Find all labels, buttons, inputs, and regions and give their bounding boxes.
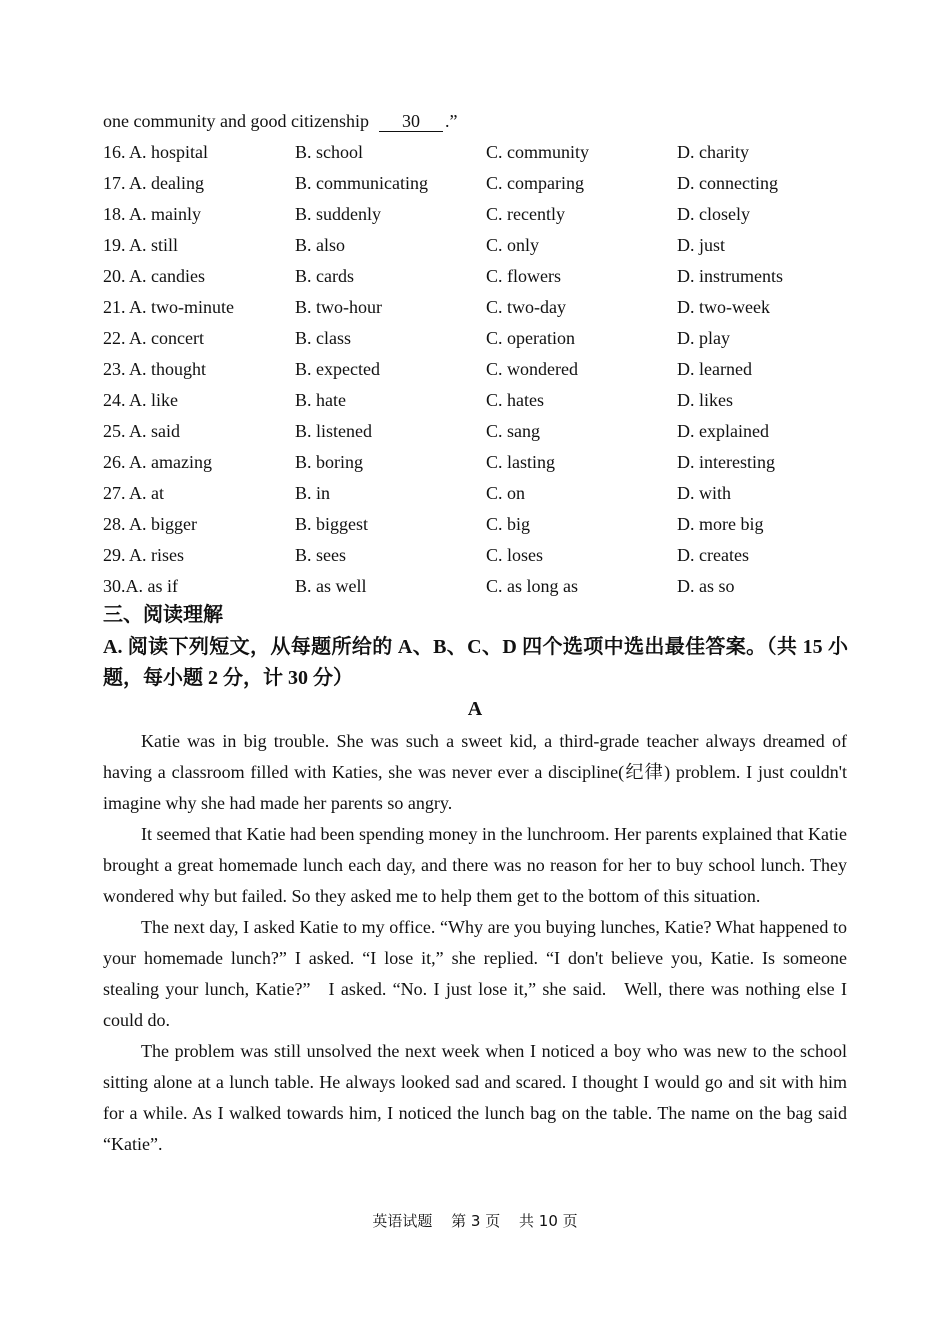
option-d: D. interesting: [677, 452, 775, 472]
option-a-text: A. candies: [129, 266, 205, 286]
option-d: D. explained: [677, 421, 769, 441]
question-number: 30.: [103, 576, 126, 596]
option-c: C. recently: [486, 204, 565, 224]
option-c: C. lasting: [486, 452, 556, 472]
question-row: [103, 385, 863, 416]
option-c: C. two-day: [486, 297, 566, 317]
option-b: B. in: [295, 483, 331, 503]
option-c: C. comparing: [486, 173, 584, 193]
option-a-text: A. amazing: [129, 452, 212, 472]
question-row: [103, 199, 863, 230]
option-c: C. hates: [486, 390, 544, 410]
option-a-text: A. concert: [129, 328, 204, 348]
option-c: C. only: [486, 235, 540, 255]
question-row: [103, 571, 863, 602]
question-number: 20.: [103, 266, 126, 286]
option-c: C. on: [486, 483, 526, 503]
option-c: C. operation: [486, 328, 575, 348]
option-table: [103, 137, 863, 602]
option-d: D. learned: [677, 359, 752, 379]
question-number: 25.: [103, 421, 126, 441]
option-b: B. two-hour: [295, 297, 382, 317]
question-row: [103, 323, 863, 354]
question-number: 29.: [103, 545, 126, 565]
option-d: D. likes: [677, 390, 733, 410]
option-c: C. flowers: [486, 266, 561, 286]
option-d: D. as so: [677, 576, 735, 596]
option-d: D. just: [677, 235, 726, 255]
option-d: D. with: [677, 483, 731, 503]
option-b: B. hate: [295, 390, 346, 410]
question-row: [103, 261, 863, 292]
passage-paragraph: It seemed that Katie had been spending money in the lunchroom. Her parents explained that Katie brought a great homemade lunch each day, and there was no reason for her to buy school lunch. They wondered why but failed. So they asked me to help them get to the bottom of this situation.: [103, 824, 847, 906]
footer-subject: 英语试题: [372, 1212, 433, 1230]
option-b: B. class: [295, 328, 351, 348]
option-b: B. boring: [295, 452, 364, 472]
option-a: [103, 478, 164, 509]
option-c: C. as long as: [486, 576, 578, 596]
footer-total: 共 10 页: [519, 1212, 578, 1230]
option-c: C. big: [486, 514, 531, 534]
option-a-text: A. hospital: [129, 142, 209, 162]
option-a-text: A. mainly: [129, 204, 202, 224]
option-b: B. listened: [295, 421, 372, 441]
question-row: [103, 137, 863, 168]
option-b: B. biggest: [295, 514, 369, 534]
question-row: [103, 168, 863, 199]
option-a-text: A. as if: [125, 576, 178, 596]
passage-paragraph: The problem was still unsolved the next week when I noticed a boy who was new to the school sitting alone at a lunch table. He always looked sad and scared. I thought I would go and sit with him for a while. As I walked towards him, I noticed the lunch bag on the table. The name on the bag said “Katie”.: [103, 1041, 847, 1154]
question-number: 28.: [103, 514, 126, 534]
question-row: [103, 509, 863, 540]
option-a-text: A. thought: [129, 359, 207, 379]
option-c: C. community: [486, 142, 589, 162]
option-d: D. charity: [677, 142, 749, 162]
option-d: D. play: [677, 328, 730, 348]
passage-label: A: [467, 698, 483, 720]
question-row: [103, 540, 863, 571]
option-a: [103, 292, 234, 323]
option-a: [103, 199, 201, 230]
option-a-text: A. said: [129, 421, 181, 441]
question-row: [103, 447, 863, 478]
option-c: C. loses: [486, 545, 544, 565]
page-footer: [0, 1207, 950, 1235]
cloze-text: one community and good citizenship: [103, 111, 369, 131]
question-row: [103, 478, 863, 509]
question-number: 19.: [103, 235, 126, 255]
section-instruction: A. 阅读下列短文，从每题所给的 A、B、C、D 四个选项中选出最佳答案。（共 15 小题，每小题 2 分，计 30 分）: [103, 636, 848, 689]
option-c: C. wondered: [486, 359, 578, 379]
option-a: [103, 509, 197, 540]
question-row: [103, 230, 863, 261]
option-a-text: A. bigger: [129, 514, 197, 534]
option-a-text: A. at: [129, 483, 165, 503]
option-a: [103, 230, 178, 261]
option-a: [103, 323, 204, 354]
cloze-last-line: [103, 106, 457, 137]
question-row: [103, 354, 863, 385]
question-number: 23.: [103, 359, 126, 379]
question-number: 18.: [103, 204, 126, 224]
option-a: [103, 540, 184, 571]
option-b: B. school: [295, 142, 364, 162]
option-b: B. communicating: [295, 173, 428, 193]
option-a: [103, 385, 178, 416]
option-a-text: A. dealing: [129, 173, 204, 193]
option-d: D. closely: [677, 204, 750, 224]
option-a: [103, 168, 204, 199]
option-d: D. instruments: [677, 266, 783, 286]
question-number: 21.: [103, 297, 126, 317]
option-d: D. creates: [677, 545, 749, 565]
passage-paragraph: The next day, I asked Katie to my office. “Why are you buying lunches, Katie? What happened to your homemade lunch?” I asked. “I lose it,” she replied. “I don't believe you, Katie. Is someone stealing your lunch, Katie?” I asked. “No. I just lose it,” she said. Well, there was nothing else I could do.: [103, 917, 847, 1030]
cloze-end: .”: [444, 111, 458, 131]
passage-paragraph: Katie was in big trouble. She was such a sweet kid, a third-grade teacher always dreamed of having a classroom filled with Katies, she was never ever a discipline(纪律) problem. I just couldn't imagine why she had made her parents so angry.: [103, 731, 847, 813]
section-title: 三、阅读理解: [103, 604, 223, 626]
option-b: B. sees: [295, 545, 346, 565]
question-row: [103, 416, 863, 447]
question-number: 27.: [103, 483, 126, 503]
option-a: [103, 261, 205, 292]
answer-blank-30: 30: [379, 111, 443, 132]
option-c: C. sang: [486, 421, 540, 441]
question-number: 24.: [103, 390, 126, 410]
option-d: D. more big: [677, 514, 764, 534]
option-a-text: A. two-minute: [129, 297, 235, 317]
option-a: [103, 137, 208, 168]
option-b: B. expected: [295, 359, 380, 379]
question-number: 17.: [103, 173, 126, 193]
option-a-text: A. still: [129, 235, 179, 255]
option-a: [103, 447, 212, 478]
footer-page: 第 3 页: [451, 1212, 501, 1230]
question-number: 16.: [103, 142, 126, 162]
question-number: 26.: [103, 452, 126, 472]
option-a-text: A. rises: [129, 545, 185, 565]
option-b: B. also: [295, 235, 346, 255]
question-number: 22.: [103, 328, 126, 348]
option-b: B. suddenly: [295, 204, 382, 224]
option-d: D. two-week: [677, 297, 770, 317]
option-a: [103, 416, 180, 447]
option-a-text: A. like: [129, 390, 179, 410]
option-b: B. as well: [295, 576, 367, 596]
question-row: [103, 292, 863, 323]
option-d: D. connecting: [677, 173, 778, 193]
reading-passage: [103, 726, 847, 1160]
option-a: [103, 571, 178, 602]
option-a: [103, 354, 206, 385]
option-b: B. cards: [295, 266, 354, 286]
